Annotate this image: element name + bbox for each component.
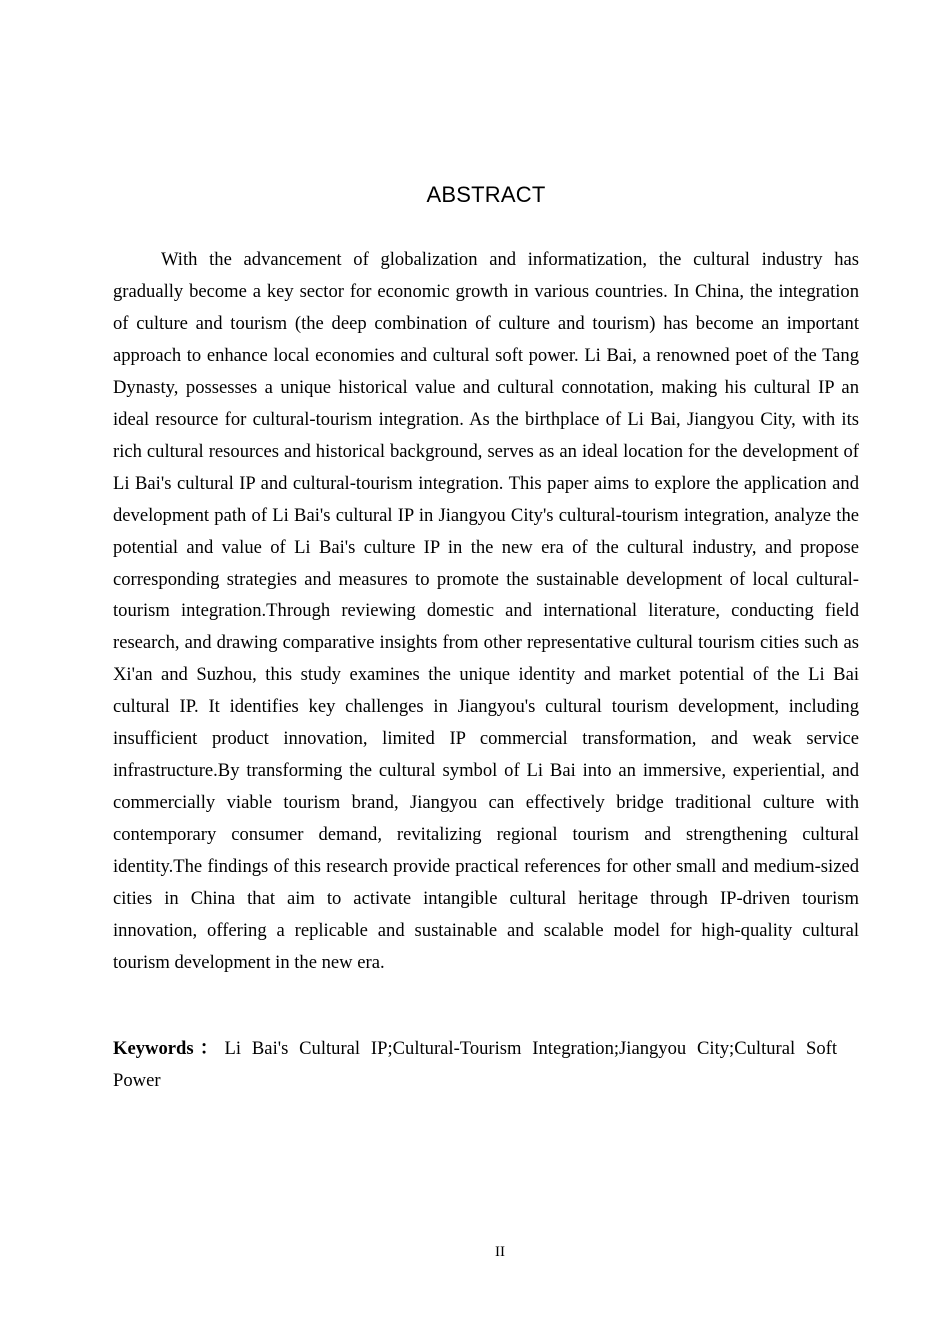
keywords-text: Li Bai's Cultural IP;Cultural-Tourism Integration;Jiangyou City;Cultural Soft Power [113,1038,837,1091]
keywords-label: Keywords： [113,1038,225,1059]
page-title: ABSTRACT [426,182,546,207]
page-number: II [495,1244,505,1260]
abstract-body: With the advancement of globalization and informatization, the cultural industry has gradually become a key sector for economic growth in various countries. In China, the integration of culture and tourism (the deep combination of culture and tourism) has become an important approach to enhance local economies and cultural soft power. Li Bai, a renowned poet of the Tang Dynasty, possesses a unique historical value and cultural connotation, making his cultural IP an ideal resource for cultural-tourism integration. As the birthplace of Li Bai, Jiangyou City, with its rich cultural resources and historical background, serves as an ideal location for the development of Li Bai's cultural IP and cultural-tourism integration. This paper aims to explore the application and development path of Li Bai's cultural IP in Jiangyou City's cultural-tourism integration, analyze the potential and value of Li Bai's culture IP in the new era of the cultural industry, and propose corresponding strategies and measures to promote the sustainable development of local cultural-tourism integration.Through reviewing domestic and international literature, conducting field research, and drawing comparative insights from other representative cultural tourism cities such as Xi'an and Suzhou, this study examines the unique identity and market potential of the Li Bai cultural IP. It identifies key challenges in Jiangyou's cultural tourism development, including insufficient product innovation, limited IP commercial transformation, and weak service infrastructure.By transforming the cultural symbol of Li Bai into an immersive, experiential, and commercially viable tourism brand, Jiangyou can effectively bridge traditional culture with contemporary consumer demand, revitalizing regional tourism and strengthening cultural identity.The findings of this research provide practical references for other small and medium-sized cities in China that aim to activate intangible cultural heritage through IP-driven tourism innovation, offering a replicable and sustainable and scalable model for high-quality cultural tourism development in the new era. [113,249,859,973]
keywords-line [113,1033,837,1097]
